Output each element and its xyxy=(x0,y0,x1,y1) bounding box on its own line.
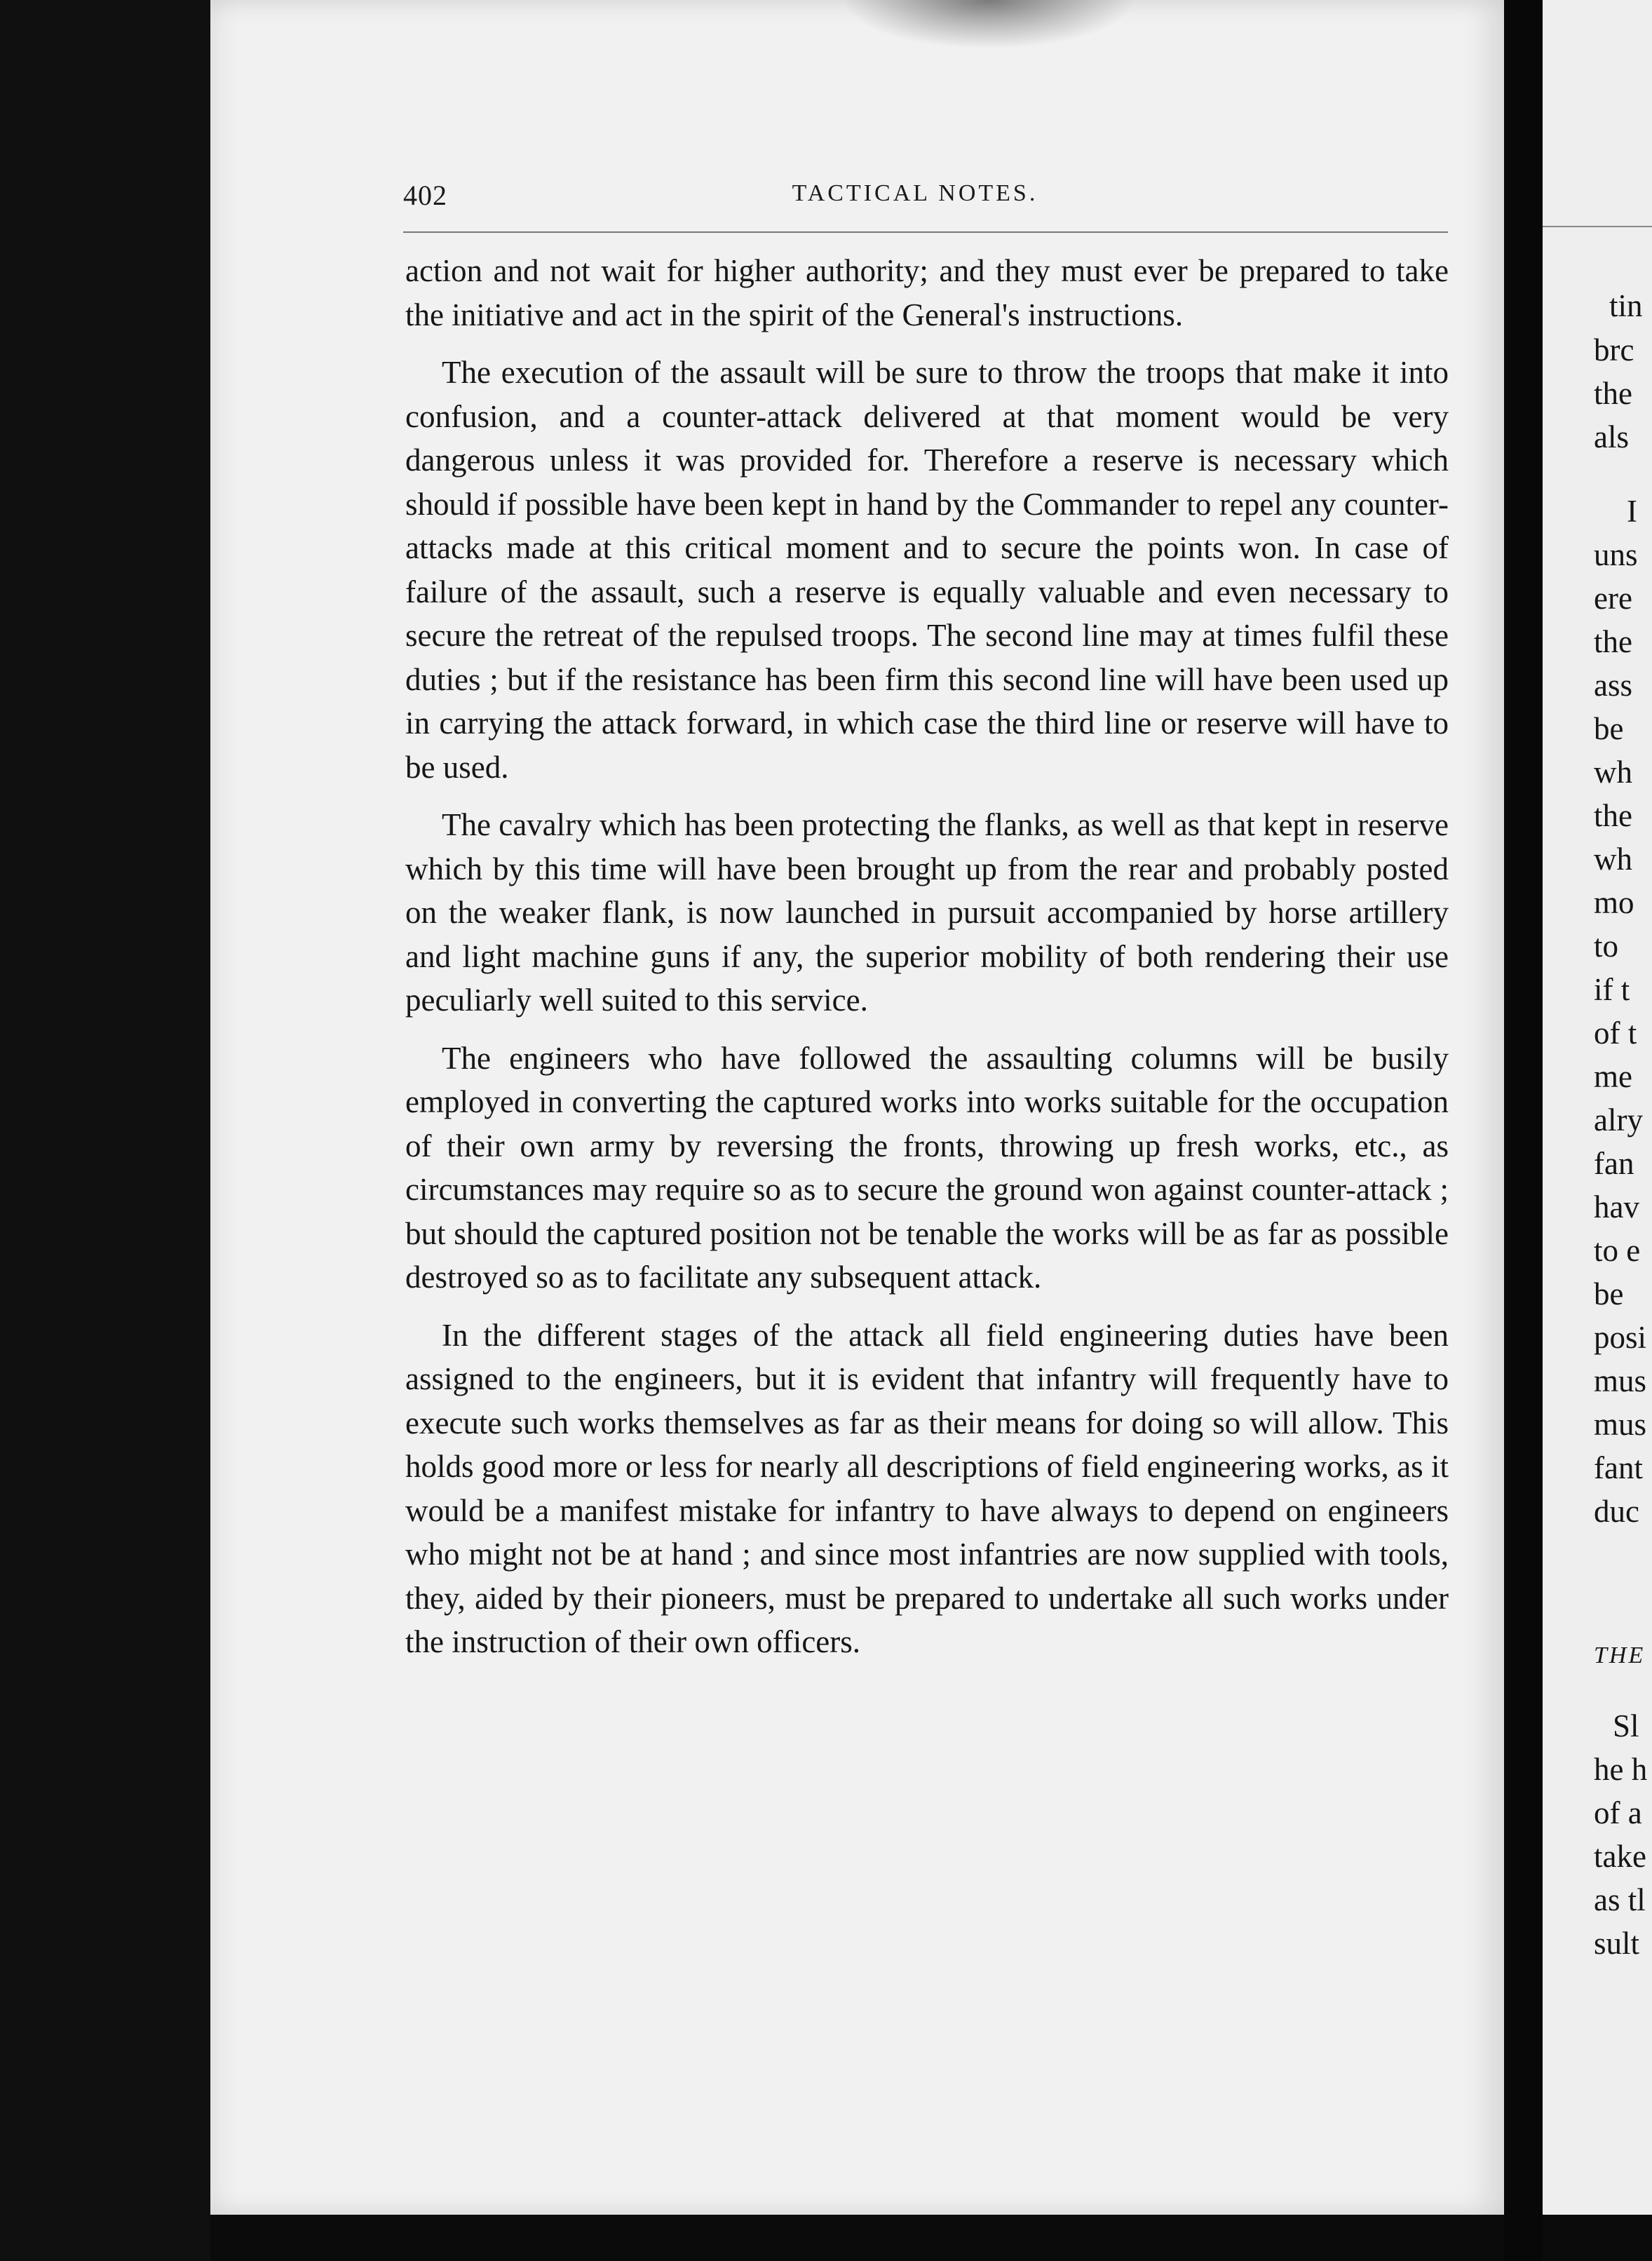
facing-line: ere xyxy=(1594,581,1632,616)
body-text xyxy=(405,249,1449,1678)
facing-line: fan xyxy=(1594,1146,1634,1181)
paragraph: In the different stages of the attack all field engineering duties have been assigned to the engineers, but it is evident that infantry will frequently have to execute such works themselves as far as their means for doing so will allow. This holds good more or less for nearly all descriptions of field engineering works, as it would be a manifest mistake for infantry to have always to depend on engineers who might not be at hand ; and since most infantries are now supplied with tools, they, aided by their pioneers, must be prepared to undertake all such works under the instruction of their own officers. xyxy=(405,1317,1449,1659)
facing-line: ass xyxy=(1594,668,1632,703)
facing-line: take xyxy=(1594,1839,1646,1874)
paragraph: action and not wait for higher authority; and they must ever be prepared to take the initiative and act in the spirit of the General's instructions. xyxy=(405,253,1449,332)
page-number: 402 xyxy=(403,180,447,211)
page-header xyxy=(403,179,1427,221)
facing-line: mo xyxy=(1594,885,1634,920)
facing-line: wh xyxy=(1594,755,1632,790)
facing-line: posi xyxy=(1594,1320,1647,1355)
facing-section-heading: THE xyxy=(1594,1642,1646,1668)
facing-line: to xyxy=(1594,929,1619,964)
facing-line: Sl xyxy=(1613,1708,1639,1743)
book-page xyxy=(210,0,1504,2215)
facing-header-rule xyxy=(1543,226,1652,227)
facing-line: if t xyxy=(1594,972,1630,1007)
facing-line: be xyxy=(1594,711,1624,746)
paragraph: The cavalry which has been protecting the flanks, as well as that kept in reserve which by this time will have been brought up from the rear and probably posted on the weaker flank, is now launched in pursuit accompanied by horse artillery and light machine guns if any, the superior mobility of both rendering their use peculiarly well suited to this service. xyxy=(405,807,1449,1018)
scan-shadow xyxy=(841,0,1136,49)
facing-line: I xyxy=(1627,494,1637,529)
paragraph: The execution of the assault will be sure to throw the troops that make it into confusion, and a counter-attack delivered at that moment would be very dangerous unless it was provided for. Therefore a reserve is necessary which should if possible have been kept in hand by the Commander to repel any counter-attacks made at this critical moment and to secure the points won. In case of failure of the assault, such a reserve is equally valuable and even necessary to secure the retreat of the repulsed troops. The second line may at times fulfil these duties ; but if the resistance has been firm this second line will have been used up in carrying the attack forward, in which case the third line or reserve will have to be used. xyxy=(405,355,1449,785)
facing-line: the xyxy=(1594,798,1632,833)
facing-line: mus xyxy=(1594,1363,1647,1398)
facing-line: alry xyxy=(1594,1102,1643,1138)
facing-line: as tl xyxy=(1594,1882,1646,1917)
facing-line: wh xyxy=(1594,842,1632,877)
facing-line: he h xyxy=(1594,1752,1648,1787)
facing-line: brc xyxy=(1594,332,1634,367)
facing-line: mus xyxy=(1594,1407,1647,1442)
facing-line: be xyxy=(1594,1276,1624,1311)
header-rule xyxy=(403,231,1448,233)
paragraph: The engineers who have followed the assaulting columns will be busily employed in converting the captured works into works suitable for the occupation of their own army by reversing the fronts, throwing up fresh works, etc., as circumstances may require so as to secure the ground won against counter-attack ; but should the captured position not be tenable the works will be as far as possible destroyed so as to facilitate any subsequent attack. xyxy=(405,1040,1449,1295)
facing-line: to e xyxy=(1594,1233,1641,1268)
facing-line: uns xyxy=(1594,537,1638,572)
facing-page-fragment xyxy=(1543,0,1652,2215)
facing-line: duc xyxy=(1594,1494,1639,1529)
facing-line: sult xyxy=(1594,1926,1640,1961)
running-title: TACTICAL NOTES. xyxy=(792,180,1038,206)
facing-line: me xyxy=(1594,1059,1632,1094)
facing-line: the xyxy=(1594,376,1632,411)
facing-line: of t xyxy=(1594,1015,1637,1051)
facing-line: of a xyxy=(1594,1795,1642,1830)
facing-line: the xyxy=(1594,624,1632,659)
facing-line: hav xyxy=(1594,1189,1639,1224)
book-gutter xyxy=(1504,0,1543,2261)
scan-left-margin xyxy=(0,0,210,2261)
facing-line: als xyxy=(1594,419,1629,454)
facing-line: fant xyxy=(1594,1450,1643,1485)
scan-bottom-margin xyxy=(210,2215,1504,2261)
facing-line: tin xyxy=(1609,288,1643,323)
